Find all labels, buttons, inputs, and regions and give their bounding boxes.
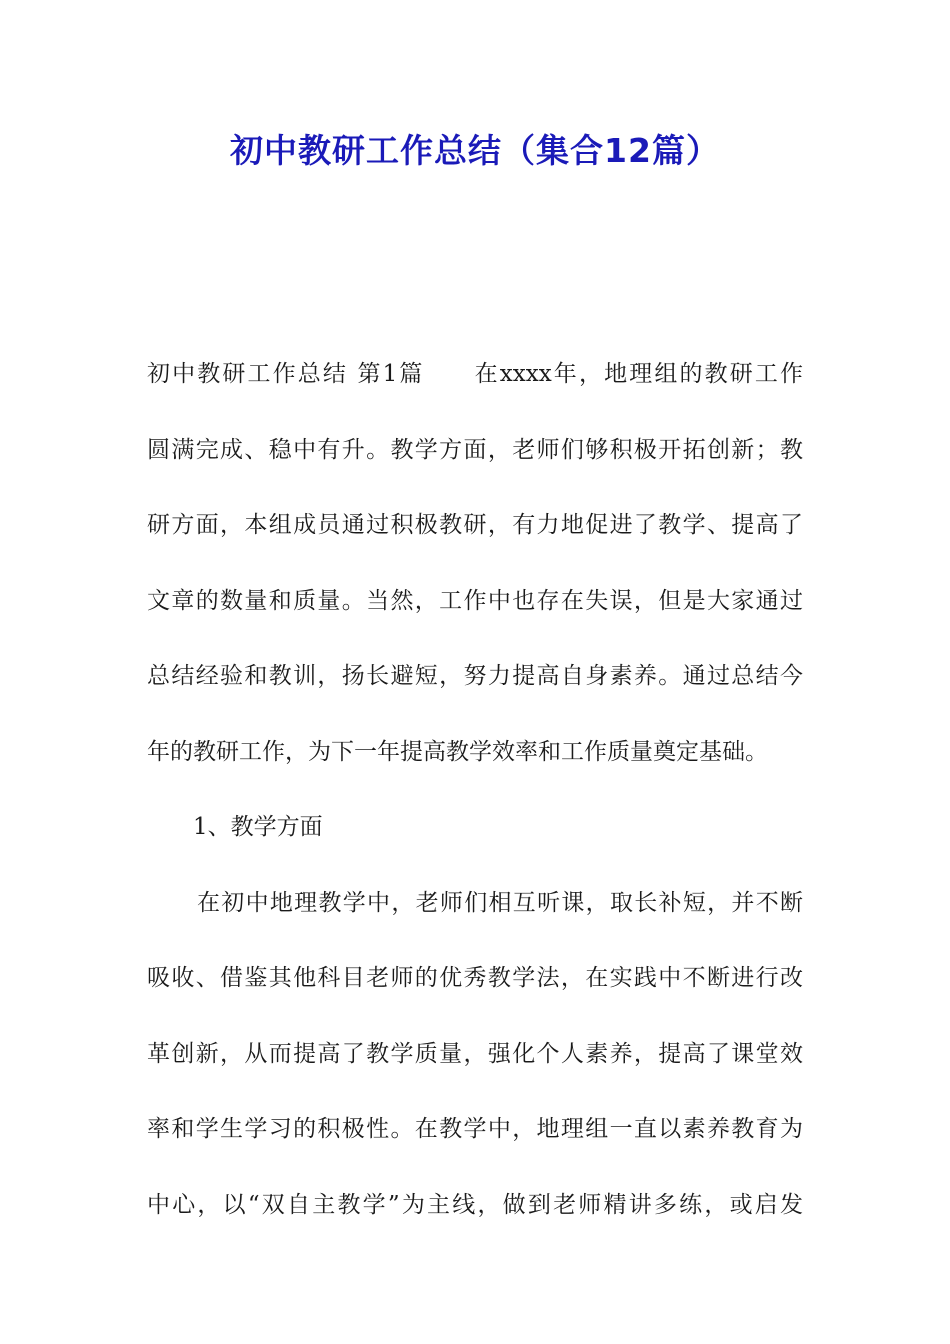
paragraph-line: 总结经验和教训，扬长避短，努力提高自身素养。通过总结今 xyxy=(147,663,803,689)
document-title: 初中教研工作总结（集合12篇） xyxy=(230,131,720,170)
paragraph-line: 年的教研工作，为下一年提高教学效率和工作质量奠定基础。 xyxy=(147,738,768,765)
paragraph-line: 在初中地理教学中，老师们相互听课，取长补短，并不断 xyxy=(197,889,803,916)
paragraph-text: 在xxxx年，地理组的教研工作 xyxy=(472,361,803,387)
paragraph-line: 中心，以“双自主教学”为主线，做到老师精讲多练，或启发 xyxy=(147,1191,803,1218)
subheading: 1、教学方面 xyxy=(193,814,323,840)
paragraph-line: 研方面，本组成员通过积极教研，有力地促进了教学、提高了 xyxy=(147,512,803,538)
paragraph-line: 革创新，从而提高了教学质量，强化个人素养，提高了课堂效 xyxy=(147,1040,803,1067)
paragraph-line: 文章的数量和质量。当然，工作中也存在失误，但是大家通过 xyxy=(147,587,803,614)
paragraph-line: 率和学生学习的积极性。在教学中，地理组一直以素养教育为 xyxy=(147,1116,803,1142)
paragraph-line xyxy=(147,337,803,413)
paragraph-line: 圆满完成、稳中有升。教学方面，老师们够积极开拓创新；教 xyxy=(147,436,803,463)
section-heading: 初中教研工作总结 第1篇 xyxy=(147,361,425,387)
paragraph-line: 吸收、借鉴其他科目老师的优秀教学法，在实践中不断进行改 xyxy=(147,965,803,991)
document-body xyxy=(147,337,803,1243)
